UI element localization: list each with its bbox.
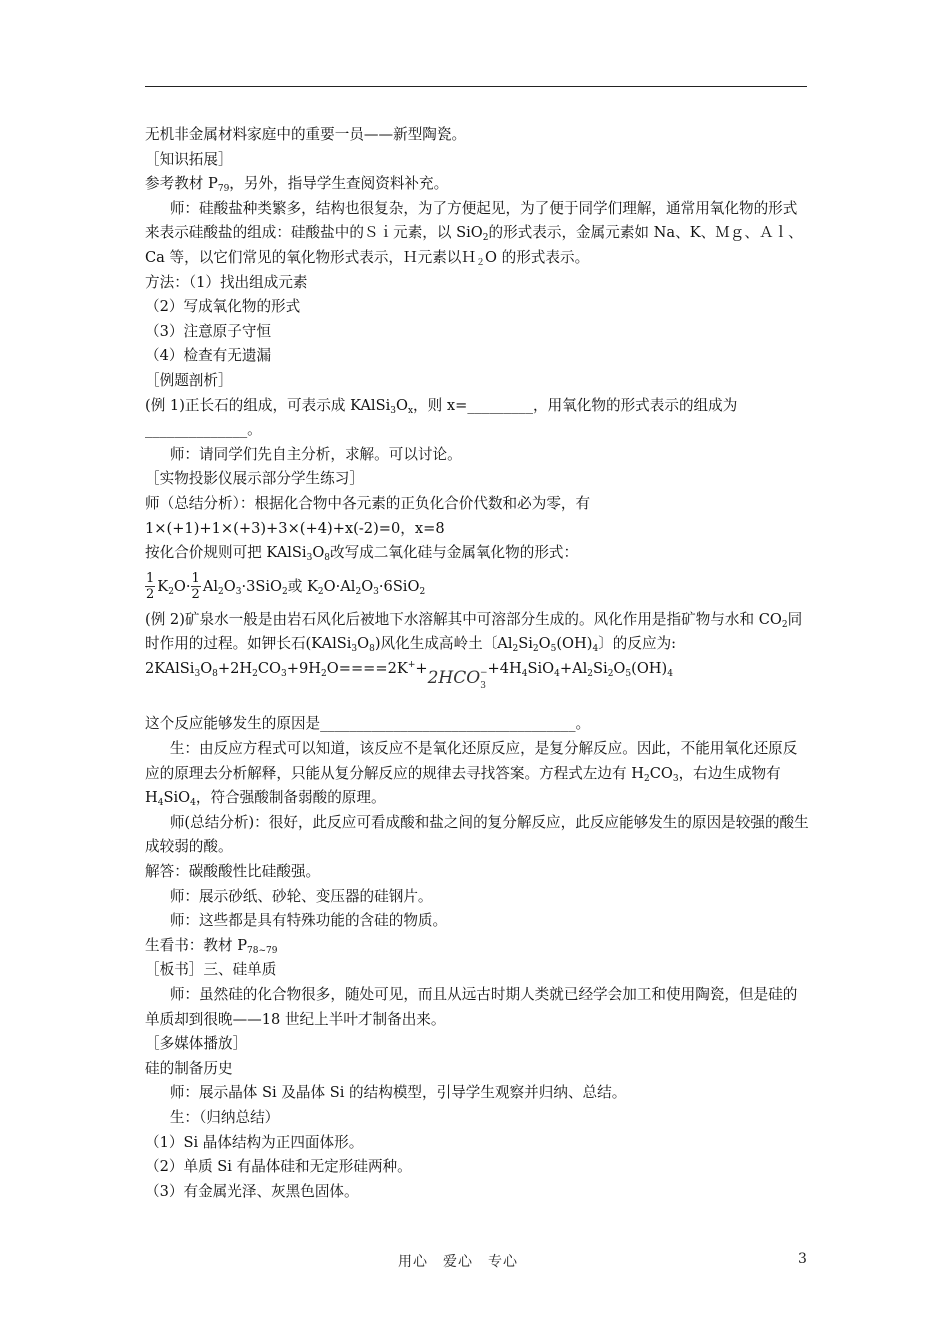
page-number: 3 [798,1251,807,1267]
summary-item: （1）Si 晶体结构为正四面体形。 [145,1133,364,1151]
example-2: (例 2)矿泉水一般是由岩石风化后被地下水溶解其中可溶部分生成的。风化作用是指矿物与水和 $CO_2$同时作用的过程。如钾长石$(KAlSi_3O_8)$风化生成高岭土〔$Al_2Si_2O_5(OH)_4$〕的反应为: [145,610,803,655]
bicarbonate-formula: $2HCO_3^-$ [427,667,488,691]
paragraph: 无机非金属材料家庭中的重要一员——新型陶瓷。 [145,126,467,143]
header-rule [145,86,807,87]
paragraph: 解答：碳酸酸性比硅酸强。 [145,863,321,881]
section-heading: ［多媒体播放］ [145,1035,248,1053]
fraction: $\frac{1}{2}$ [146,571,155,603]
paragraph: 师：展示晶体 Si 及晶体 Si 的结构模型，引导学生观察并归纳、总结。 [169,1084,627,1102]
oxide-formula-line: $\frac{1}{2}$ $K_2O\cdot$ $\frac{1}{2}$ $Al_2O_3\cdot 3SiO_2$或 $K_2O\cdot Al_2O_3\cdot 6SiO_2$ [146,571,426,603]
method-line: （3）注意原子守恒 [145,322,272,340]
footer-motto: 用心 爱心 专心 [398,1254,518,1270]
section-heading: ［例题剖析］ [145,371,233,389]
paragraph: 师：请同学们先自主分析，求解。可以讨论。 [169,445,462,463]
paragraph: 硅的制备历史 [145,1059,233,1077]
section-heading: ［知识拓展］ [145,150,233,168]
reaction-equation: $2KAlSi_3O_8+2H_2CO_3+9H_2O====2K^++2HCO_3^-+4H_4SiO_4+Al_2Si_2O_5(OH)_4$ [145,659,673,691]
equation-line: 1×(+1)+1×(+3)+3×(+4)+x(-2)=0，x=8 [145,519,445,537]
paragraph: 参考教材 $P_{79}$，另外，指导学生查阅资料补充。 [145,175,449,195]
paragraph: 师（总结分析）：根据化合物中各元素的正负化合价代数和必为零，有 [145,494,591,512]
paragraph: 师：硅酸盐种类繁多，结构也很复杂，为了方便起见，为了便于同学们理解，通常用氧化物的形式来表示硅酸盐的组成：硅酸盐中的Ｓｉ元素，以 SiO$_2$的形式表示，金属元素如 Na、K、Ｍｇ、Ａｌ、Ca 等，以它们常见的氧化物形式表示，Ｈ元素以Ｈ$_2$O 的形式表示。 [145,199,803,268]
paragraph: 生：（归纳总结） [169,1108,280,1126]
paragraph: 生看书：教材 $P_{78\sim 79}$ [145,936,278,956]
paragraph: 师：这些都是具有特殊功能的含硅的物质。 [169,912,448,930]
method-line: （4）检查有无遗漏 [145,347,272,365]
summary-item: （3）有金属光泽、灰黑色固体。 [145,1182,359,1200]
paragraph: 按化合价规则可把 $KAlSi_3O_8$改写成二氧化硅与金属氧化物的形式： [145,544,579,564]
paragraph: 师：展示砂纸、砂轮、变压器的硅钢片。 [169,887,433,905]
document-body [145,123,809,1204]
paragraph: 这个反应能够发生的原因是___________________________________。 [145,715,591,733]
method-line: （2）写成氧化物的形式 [145,298,301,316]
example-1: (例 1)正长石的组成，可表示成 $KAlSi_3O_x$，则 x=_________，用氧化物的形式表示的组成为______________。 [145,396,738,439]
section-heading: ［板书］三、硅单质 [145,961,277,979]
paragraph: 生：由反应方程式可以知道，该反应不是氧化还原反应，是复分解反应。因此，不能用氧化还原反应的原理去分析解释，只能从复分解反应的规律去寻找答案。方程式左边有 $H_2CO_3$，右边生成物有 $H_4SiO_4$，符合强酸制备弱酸的原理。 [145,740,798,809]
summary-item: （2）单质 Si 有晶体硅和无定形硅两种。 [145,1158,412,1176]
paragraph: 师(总结分析)：很好，此反应可看成酸和盐之间的复分解反应，此反应能够发生的原因是较强的酸生成较弱的酸。 [145,813,809,856]
section-heading: ［实物投影仪展示部分学生练习］ [145,470,364,488]
method-line: 方法：（1）找出组成元素 [145,273,308,291]
fraction: $\frac{1}{2}$ [191,571,200,603]
paragraph: 师：虽然硅的化合物很多，随处可见，而且从远古时期人类就已经学会加工和使用陶瓷，但是硅的单质却到很晚——18 世纪上半叶才制备出来。 [145,986,798,1028]
